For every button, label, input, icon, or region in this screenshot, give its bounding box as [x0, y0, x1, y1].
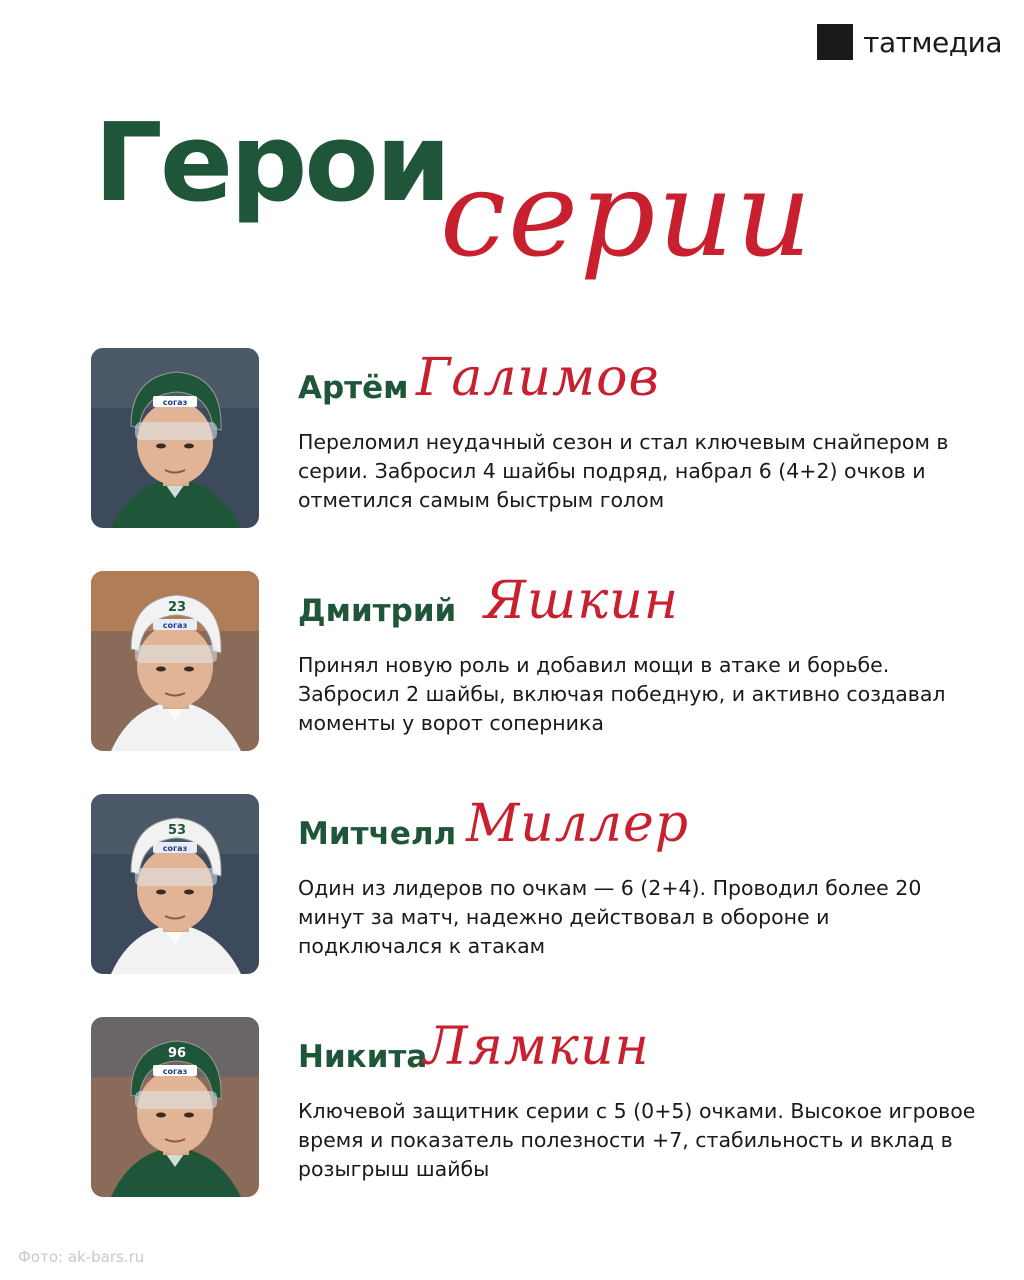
- player-card: [0, 1017, 1024, 1197]
- helmet-number: 23: [167, 600, 187, 615]
- player-description: Переломил неудачный сезон и стал ключевым снайпером в серии. Забросил 4 шайбы подряд, набрал 6 (4+2) очков и отметился самым быстрым голом: [298, 430, 949, 512]
- player-first-name: Митчелл: [298, 816, 457, 852]
- player-name-row: [298, 571, 998, 651]
- player-description: Принял новую роль и добавил мощи в атаке и борьбе. Забросил 2 шайбы, включая победную, и активно создавал моменты у ворот соперника: [298, 653, 946, 735]
- player-first-name: Никита: [298, 1039, 428, 1075]
- page-title-script: серии: [440, 145, 814, 283]
- helmet-sponsor-text: согаз: [162, 398, 188, 407]
- player-last-name: Миллер: [466, 794, 690, 854]
- helmet-sponsor-text: согаз: [162, 621, 188, 630]
- page-title: Герои: [94, 101, 449, 226]
- photo-credit: Фото: ak-bars.ru: [18, 1248, 145, 1266]
- helmet-sponsor-text: согаз: [162, 844, 188, 853]
- player-last-name: Яшкин: [484, 571, 680, 631]
- player-name-row: [298, 1017, 998, 1097]
- player-photo: [91, 1017, 259, 1197]
- player-name-row: [298, 348, 998, 428]
- player-photo: [91, 794, 259, 974]
- player-photo-illustration: [91, 794, 259, 974]
- player-photo: [91, 348, 259, 528]
- player-photo-illustration: [91, 571, 259, 751]
- player-name-row: [298, 794, 998, 874]
- player-photo-illustration: [91, 348, 259, 528]
- player-photo: [91, 571, 259, 751]
- helmet-number: 53: [167, 823, 187, 838]
- helmet-number: 96: [167, 1046, 187, 1061]
- brand-square-icon: [817, 24, 853, 60]
- brand-name: татмедиа: [863, 25, 1002, 59]
- player-first-name: Артём: [298, 370, 409, 406]
- player-photo-illustration: [91, 1017, 259, 1197]
- player-description: Один из лидеров по очкам — 6 (2+4). Проводил более 20 минут за матч, надежно действовал в обороне и подключался к атакам: [298, 876, 922, 958]
- player-last-name: Галимов: [416, 348, 660, 408]
- player-card: [0, 571, 1024, 751]
- player-last-name: Лямкин: [424, 1017, 650, 1077]
- player-description: Ключевой защитник серии с 5 (0+5) очками. Высокое игровое время и показатель полезности +7, стабильность и вклад в розыгрыш шайбы: [298, 1099, 976, 1181]
- player-first-name: Дмитрий: [298, 593, 457, 629]
- player-card: [0, 794, 1024, 974]
- helmet-sponsor-text: согаз: [162, 1067, 188, 1076]
- brand-logo: [817, 24, 1002, 60]
- player-card: [0, 348, 1024, 528]
